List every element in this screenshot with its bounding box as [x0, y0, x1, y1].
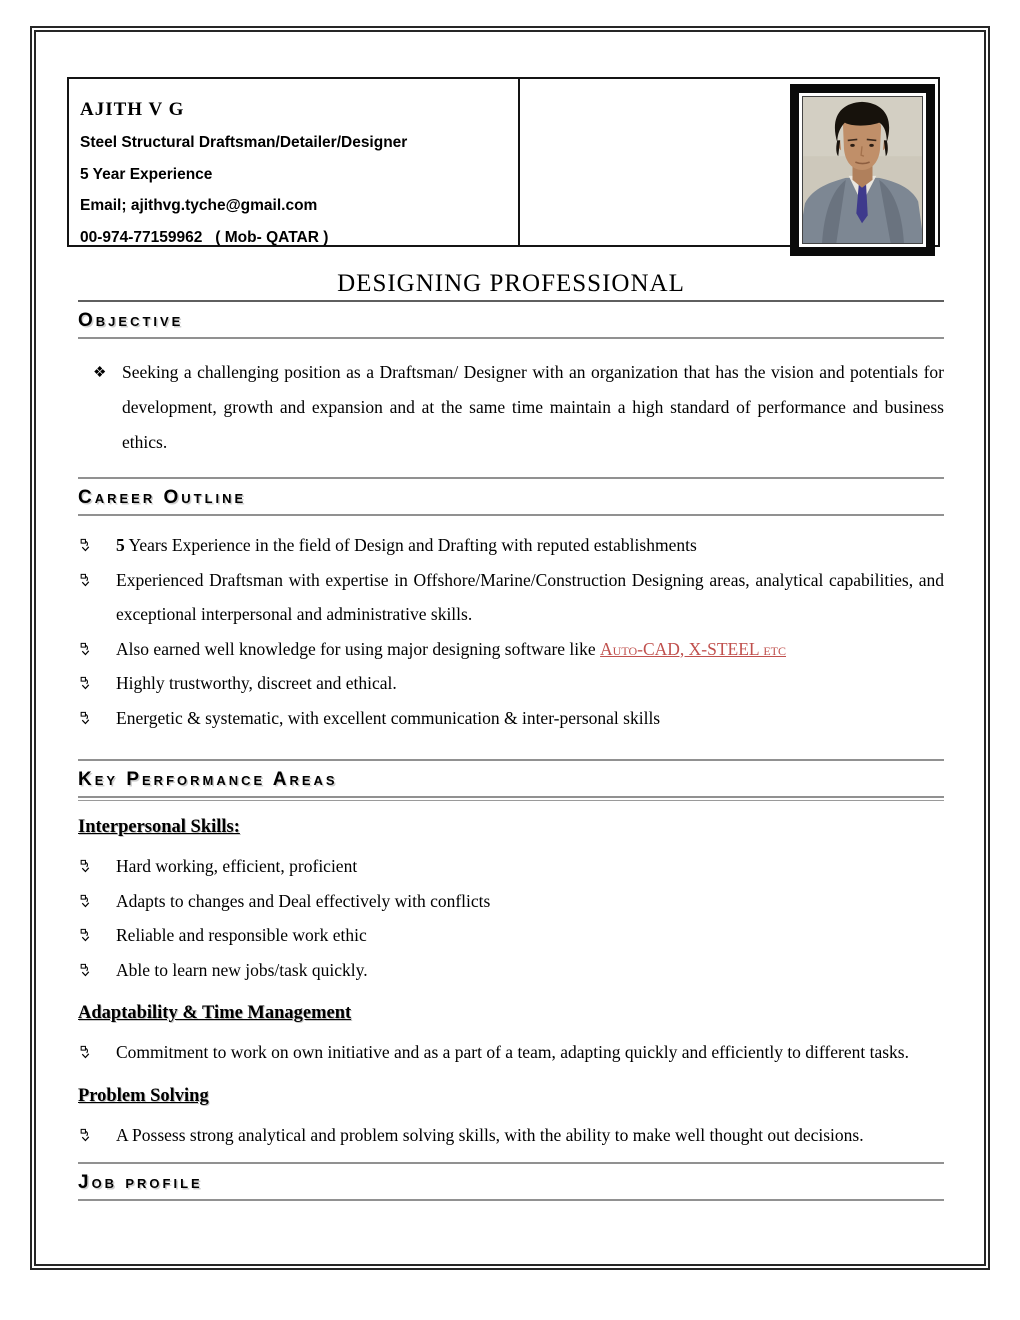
- career-outline-top-rule: [78, 477, 944, 479]
- key-performance-top-rule: [78, 759, 944, 761]
- list-item: [78, 701, 944, 736]
- page-border: [30, 26, 990, 1270]
- list-item: [78, 666, 944, 701]
- career-item-text: Experienced Draftsman with expertise in Offshore/Marine/Construction Designing areas, analytical capabilities, and exceptional interpersonal and administrative skills.: [116, 569, 944, 624]
- arrow-bullet-icon: [78, 1118, 116, 1153]
- header-card: [67, 77, 940, 247]
- list-item: [78, 884, 944, 919]
- sub-heading-problem-solving: Problem Solving: [78, 1085, 209, 1106]
- sub-heading-interpersonal-skills: Interpersonal Skills:: [78, 817, 240, 837]
- portrait-photo-drawing: [803, 97, 922, 243]
- arrow-bullet-icon: [78, 666, 116, 701]
- title-rule: [78, 300, 944, 302]
- section-heading-career-outline: Career Outline: [78, 487, 247, 508]
- candidate-email: Email; ajithvg.tyche@gmail.com: [80, 197, 318, 214]
- list-item: [78, 1035, 944, 1070]
- career-outline-heading-rule: [78, 514, 944, 516]
- arrow-bullet-icon: [78, 528, 116, 563]
- skill-item-text: Hard working, efficient, proficient: [116, 856, 358, 876]
- arrow-bullet-icon: [78, 953, 116, 988]
- interpersonal-skills-list: [78, 849, 944, 987]
- bold-number: 5: [116, 535, 125, 555]
- skill-item-text: Able to learn new jobs/task quickly.: [116, 959, 368, 980]
- career-item-text: Energetic & systematic, with excellent communication & inter-personal skills: [116, 707, 661, 728]
- list-item: [78, 1118, 944, 1153]
- section-heading-key-performance: Key Performance Areas: [78, 769, 338, 790]
- key-performance-heading-rule: [78, 796, 944, 801]
- document-title: DESIGNING PROFESSIONAL: [337, 270, 685, 297]
- list-item: [78, 563, 944, 632]
- candidate-phone: 00-974-77159962 ( Mob- QATAR ): [80, 228, 329, 246]
- candidate-experience: 5 Year Experience: [80, 165, 213, 183]
- candidate-role: Steel Structural Draftsman/Detailer/Designer: [80, 134, 408, 151]
- candidate-name: AJITH V G: [80, 99, 185, 120]
- problem-solving-list: [78, 1118, 944, 1153]
- header-text-cell: [69, 79, 520, 245]
- diamond-bullet-icon: ❖: [93, 365, 107, 381]
- list-item: [78, 849, 944, 884]
- list-item: [78, 632, 944, 667]
- career-item-text: Highly trustworthy, discreet and ethical.: [116, 673, 397, 693]
- career-item-text: Also earned well knowledge for using major designing software like Auto-CAD, X-STEEL etc: [116, 638, 787, 659]
- arrow-bullet-icon: [78, 884, 116, 919]
- arrow-bullet-icon: [78, 563, 116, 632]
- section-heading-job-profile: Job profile: [78, 1172, 203, 1193]
- job-profile-top-rule: [78, 1162, 944, 1164]
- job-profile-heading-rule: [78, 1199, 944, 1201]
- arrow-bullet-icon: [78, 632, 116, 667]
- header-photo-cell: [520, 79, 938, 245]
- skill-item-text: Commitment to work on own initiative and as a part of a team, adapting quickly and efficiently to different tasks.: [116, 1042, 909, 1062]
- arrow-bullet-icon: [78, 701, 116, 736]
- career-outline-list: [78, 528, 944, 735]
- portrait-photo: [802, 96, 923, 244]
- skill-item-text: Reliable and responsible work ethic: [116, 925, 367, 945]
- objective-heading-rule: [78, 337, 944, 339]
- section-heading-objective: Objective: [78, 310, 184, 331]
- skill-item-text: A Possess strong analytical and problem solving skills, with the ability to make well thought out decisions.: [116, 1124, 864, 1145]
- adaptability-list: [78, 1035, 944, 1070]
- list-item: [78, 918, 944, 953]
- page-content: [34, 30, 986, 1266]
- photo-frame: [790, 84, 935, 256]
- arrow-bullet-icon: [78, 1035, 116, 1070]
- arrow-bullet-icon: [78, 849, 116, 884]
- software-link[interactable]: Auto-CAD, X-STEEL etc: [600, 638, 787, 659]
- objective-text: Seeking a challenging position as a Draftsman/ Designer with an organization that has the vision and potentials for development, growth and expansion and at the same time maintain a high standard of performance and business ethics.: [122, 362, 944, 452]
- list-item: [78, 528, 944, 563]
- arrow-bullet-icon: [78, 918, 116, 953]
- sub-heading-adaptability: Adaptability & Time Management: [78, 1003, 352, 1023]
- list-item: [78, 953, 944, 988]
- career-item-text: 5 Years Experience in the field of Design and Drafting with reputed establishments: [116, 535, 697, 555]
- objective-item: [78, 355, 944, 460]
- skill-item-text: Adapts to changes and Deal effectively with conflicts: [116, 890, 491, 911]
